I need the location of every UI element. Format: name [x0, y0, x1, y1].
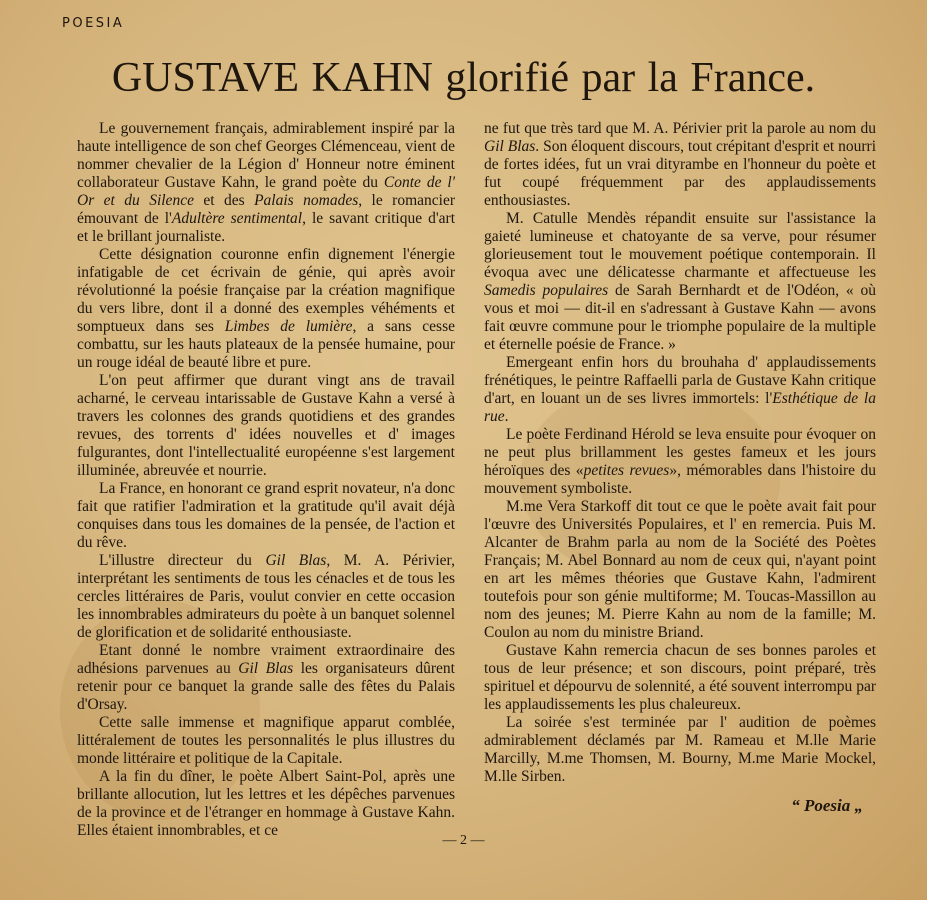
page-title: GUSTAVE KAHN glorifié par la France.: [111, 55, 816, 101]
paragraph: L'on peut affirmer que durant vingt ans de travail acharné, le cerveau intarissable de Gustave Kahn a versé à travers les colonnes des grands quotidiens et des grandes revues, des torrents d' idées nouvelles et d' images fulgurantes, dont l'intellectualité européenne s'est largement illuminée, abreuvée et nourrie.: [77, 372, 455, 479]
signature: “ Poesia „: [791, 796, 863, 815]
paragraph: Le gouvernement français, admirablement inspiré par la haute intelligence de son chef Georges Clémenceau, vient de nommer chevalier de la Légion d' Honneur notre éminent collaborateur Gustave Kahn, le grand poète du Conte de l' Or et du Silence et des Palais nomades, le romancier émouvant de l'Adultère sentimental, le savant critique d'art et le brillant journaliste.: [77, 120, 456, 245]
paragraph: M.me Vera Starkoff dit tout ce que le poète avait fait pour l'œuvre des Universités Populaires, et l' en remercia. Puis M. Alcanter de Brahm parla au nom de la Société des Poètes Français; M. Abel Bonnard au nom de ceux qui, n'ayant point en art les mêmes théories que Gustave Kahn, l'admirent toutefois pour son génie multiforme; M. Toucas-Massillon au nom des jeunes; M. Pierre Kahn au nom de la famille; M. Coulon au nom du ministre Briand.: [484, 498, 876, 641]
paragraph: M. Catulle Mendès répandit ensuite sur l'assistance la gaieté lumineuse et chatoyante de sa verve, pour résumer glorieusement tout le mouvement poétique contemporain. Il évoqua avec une délicatesse charmante et affectueuse les Samedis populaires de Sarah Bernhardt et de l'Odéon, « où vous et moi — dit-il en s'adressant à Gustave Kahn — avons fait œuvre commune pour le triomphe populaire de la multiple et éternelle poésie de France. »: [484, 210, 876, 353]
paragraph: Cette salle immense et magnifique apparut comblée, littéralement de toutes les personnalités le plus illustres du monde littéraire et politique de la Capitale.: [77, 714, 455, 767]
journal-header: POESIA: [62, 16, 125, 31]
paragraph: La soirée s'est terminée par l' audition de poèmes admirablement déclamés par M. Rameau et M.lle Marie Marcilly, M.me Thomsen, M. Bourny, M.me Marie Mockel, M.lle Sirben.: [484, 714, 876, 785]
left-column: [77, 120, 455, 840]
paragraph: Gustave Kahn remercia chacun de ses bonnes paroles et tous de leur présence; et son discours, point préparé, très spirituel et dépourvu de solennité, a été souvent interrompu par les applaudissements les plus chaleureux.: [484, 642, 876, 713]
paragraph: Etant donné le nombre vraiment extraordinaire des adhésions parvenues au Gil Blas les organisateurs dûrent retenir pour ce banquet la grande salle des fêtes du Palais d'Orsay.: [77, 642, 455, 713]
paragraph: ne fut que très tard que M. A. Périvier prit la parole au nom du Gil Blas. Son éloquent discours, tout crépitant d'esprit et nourri de fortes idées, fut un vrai dityrambe en l'honneur du poète et fut coupé fréquemment par des applaudissements enthousiastes.: [484, 120, 876, 209]
paragraph: Emergeant enfin hors du brouhaha d' applaudissements frénétiques, le peintre Raffaelli parla de Gustave Kahn critique d'art, en louant un de ses livres immortels: l'Esthétique de la rue.: [484, 354, 876, 425]
paragraph: L'illustre directeur du Gil Blas, M. A. Périvier, interprétant les sentiments de tous les cénacles et de tous les cercles littéraires de Paris, voulut convier en cette occasion les innombrables admirateurs du poète à un banquet solennel de glorification et de solidarité enthousiaste.: [77, 552, 455, 641]
paragraph: Cette désignation couronne enfin dignement l'énergie infatigable de cet écrivain de génie, qui après avoir révolutionné la poésie française par la création magnifique du vers libre, dont il a donné des exemples véhéments et somptueux dans ses Limbes de lumière, a sans cesse combattu, sur les hauts plateaux de la pensée humaine, pour un rouge idéal de beauté libre et pure.: [77, 246, 456, 371]
paragraph: Le poète Ferdinand Hérold se leva ensuite pour évoquer on ne peut plus brillamment les gestes fameux et les jours héroïques des «petites revues», mémorables dans l'histoire du mouvement symboliste.: [484, 426, 876, 497]
paragraph: La France, en honorant ce grand esprit novateur, n'a donc fait que ratifier l'admiration et la gratitude qu'il avait déjà conquises dans tous les domaines de la pensée, de l'action et du rêve.: [77, 480, 455, 551]
page-number: — 2 —: [442, 833, 485, 848]
paragraph: A la fin du dîner, le poète Albert Saint-Pol, après une brillante allocution, lut les lettres et les dépêches parvenues de la province et de l'étranger en hommage à Gustave Kahn. Elles étaient innombrables, et ce: [77, 768, 455, 839]
right-column: [484, 120, 876, 786]
